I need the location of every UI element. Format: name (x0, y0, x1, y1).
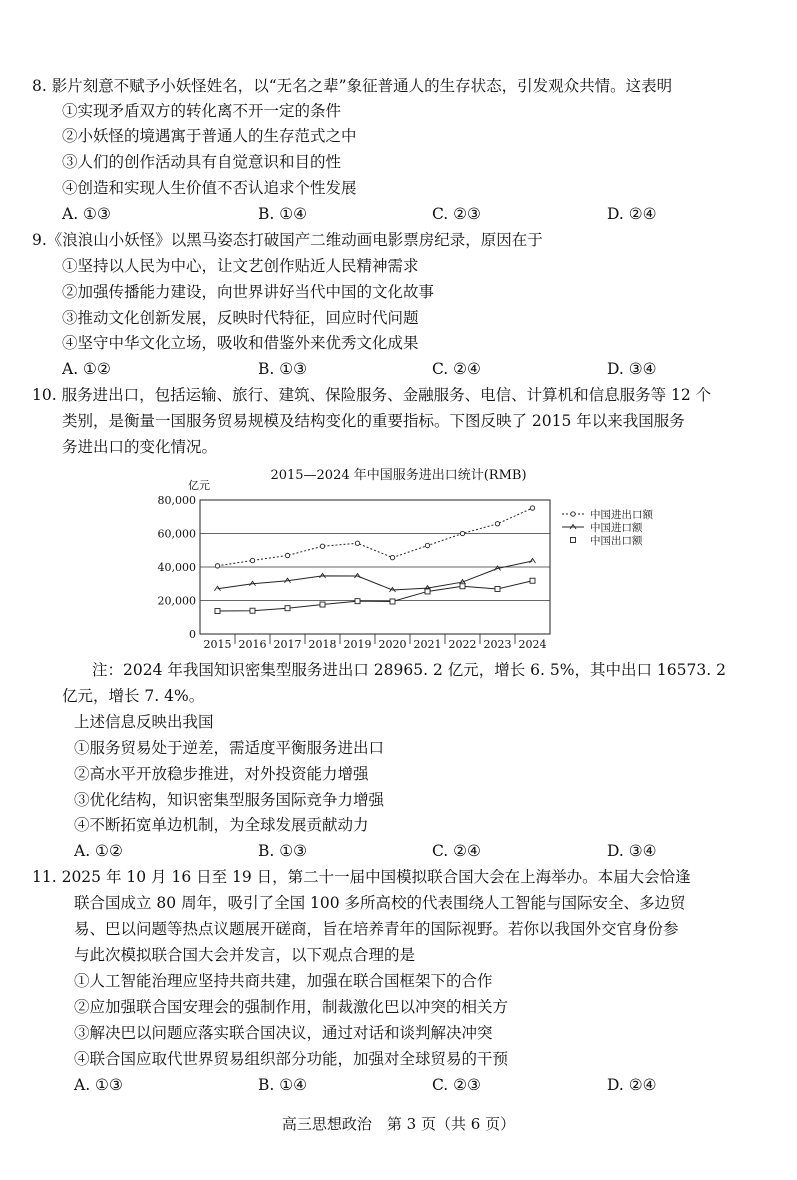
series-1-point (530, 506, 534, 510)
q10-item-3: ③优化结构，知识密集型服务国际竞争力增强 (74, 791, 385, 809)
q10-lead: 上述信息反映出我国 (74, 713, 214, 731)
q11-item-2: ②应加强联合国安理会的强制作用，制裁激化巴以冲突的相关方 (74, 998, 509, 1016)
q11-item-4: ④联合国应取代世界贸易组织部分功能，加强对全球贸易的干预 (74, 1050, 509, 1068)
x-tick-label: 2020 (378, 638, 407, 651)
series-1-point (285, 553, 289, 557)
q10-stem-line-1: 10. 服务进出口，包括运输、旅行、建筑、保险服务、金融服务、电信、计算机和信息服务等 12 个 (32, 386, 712, 404)
series-1-point (250, 558, 254, 562)
legend-marker-1 (571, 512, 575, 516)
legend-label-3: 中国出口额 (590, 535, 643, 547)
series-3-point (285, 606, 290, 611)
y-tick-label: 60,000 (157, 527, 196, 541)
series-3-point (495, 586, 500, 591)
q11-item-1: ①人工智能治理应坚持共商共建，加强在联合国框架下的合作 (74, 972, 493, 990)
q8-stem: 8. 影片刻意不赋予小妖怪姓名，以“无名之辈”象征普通人的生存状态，引发观众共情。这表明 (32, 77, 673, 95)
q11-stem-line-4: 与此次模拟联合国大会并发言，以下观点合理的是 (74, 946, 416, 964)
q9-option-a: A. ①② (62, 360, 111, 378)
series-1-point (320, 544, 324, 548)
series-1-point (215, 564, 219, 568)
q10-option-c: C. ②④ (432, 842, 481, 860)
series-1-point (355, 541, 359, 545)
legend-marker-3 (571, 538, 576, 543)
q11-option-c: C. ②③ (432, 1076, 481, 1094)
q10-stem-line-3: 务进出口的变化情况。 (62, 438, 218, 456)
q9-item-1: ①坚持以人民为中心，让文艺创作贴近人民精神需求 (62, 257, 419, 275)
x-tick-label: 2022 (448, 638, 477, 651)
q8-item-4: ④创造和实现人生价值不否认追求个性发展 (62, 179, 357, 197)
q11-stem-line-3: 易、巴以问题等热点议题展开磋商，旨在培养青年的国际视野。若你以我国外交官身份参 (74, 920, 679, 938)
y-tick-label: 40,000 (157, 561, 196, 574)
q10-stem-line-2: 类别，是衡量一国服务贸易规模及结构变化的重要指标。下图反映了 2015 年以来我国服务 (62, 412, 685, 430)
series-3-point (215, 609, 220, 614)
x-tick-label: 2023 (483, 638, 512, 651)
q11-option-b: B. ①④ (258, 1076, 308, 1094)
legend-label-1: 中国进出口额 (590, 509, 653, 521)
q11-item-3: ③解决巴以问题应落实联合国决议，通过对话和谈判解决冲突 (74, 1024, 493, 1042)
y-tick-label: 0 (189, 628, 196, 641)
y-axis-label: 亿元 (188, 479, 210, 492)
q9-item-3: ③推动文化创新发展，反映时代特征，回应时代问题 (62, 309, 419, 327)
series-3-point (425, 589, 430, 594)
series-3-point (355, 599, 360, 604)
q9-option-c: C. ②④ (432, 360, 481, 378)
legend-label-2: 中国进口额 (590, 522, 643, 534)
q10-option-d: D. ③④ (607, 842, 657, 860)
series-3-point (460, 584, 465, 589)
series-line-1 (218, 508, 533, 566)
series-1-point (425, 543, 429, 547)
series-1-point (460, 531, 464, 535)
q10-item-4: ④不断拓宽单边机制，为全球发展贡献动力 (74, 816, 369, 834)
q10-option-b: B. ①③ (258, 842, 308, 860)
q10-option-a: A. ①② (74, 842, 123, 860)
x-tick-label: 2018 (308, 638, 337, 651)
y-tick-label: 80,000 (157, 494, 196, 507)
q10-note-line-1: 注：2024 年我国知识密集型服务进出口 28965. 2 亿元，增长 6. 5%，其中出口 16573. 2 (92, 661, 726, 679)
chart-title: 2015—2024 年中国服务进出口统计(RMB) (270, 468, 527, 483)
series-3-point (390, 599, 395, 604)
x-tick-label: 2017 (273, 638, 302, 651)
series-1-point (495, 522, 499, 526)
q9-option-b: B. ①③ (258, 360, 308, 378)
page-footer: 高三思想政治 第 3 页（共 6 页） (281, 1115, 516, 1133)
q9-stem: 9.《浪浪山小妖怪》以黑马姿态打破国产二维动画电影票房纪录，原因在于 (32, 231, 543, 249)
q10-item-2: ②高水平开放稳步推进，对外投资能力增强 (74, 765, 369, 783)
q8-option-a: A. ①③ (62, 205, 111, 223)
service-trade-chart (150, 476, 690, 656)
q9-option-d: D. ③④ (607, 360, 657, 378)
y-tick-label: 20,000 (157, 594, 196, 608)
q8-item-3: ③人们的创作活动具有自觉意识和目的性 (62, 153, 342, 171)
q11-stem-line-1: 11. 2025 年 10 月 16 日至 19 日，第二十一届中国模拟联合国大会在上海举办。本届大会恰逢 (32, 868, 691, 886)
q8-item-2: ②小妖怪的境遇寓于普通人的生存范式之中 (62, 127, 357, 145)
x-tick-label: 2015 (203, 638, 232, 651)
q8-item-1: ①实现矛盾双方的转化离不开一定的条件 (62, 102, 342, 120)
series-3-point (320, 602, 325, 607)
q8-option-b: B. ①④ (258, 205, 308, 223)
q10-item-1: ①服务贸易处于逆差，需适度平衡服务进出口 (74, 739, 385, 757)
x-tick-label: 2016 (238, 638, 267, 651)
q11-option-a: A. ①③ (74, 1076, 123, 1094)
series-line-2 (218, 561, 533, 590)
series-3-point (530, 578, 535, 583)
q11-option-d: D. ②④ (607, 1076, 657, 1094)
q9-item-2: ②加强传播能力建设，向世界讲好当代中国的文化故事 (62, 283, 435, 301)
series-2-point (530, 558, 536, 563)
x-tick-label: 2024 (518, 638, 547, 651)
q8-option-d: D. ②④ (607, 205, 657, 223)
x-tick-label: 2019 (343, 638, 372, 651)
series-3-point (250, 608, 255, 613)
q8-option-c: C. ②③ (432, 205, 481, 223)
series-1-point (390, 555, 394, 559)
q11-stem-line-2: 联合国成立 80 周年，吸引了全国 100 多所高校的代表围绕人工智能与国际安全、多边贸 (74, 894, 686, 912)
x-tick-label: 2021 (413, 638, 442, 651)
q10-note-line-2: 亿元，增长 7. 4%。 (62, 687, 205, 705)
series-line-3 (218, 581, 533, 611)
q9-item-4: ④坚守中华文化立场，吸收和借鉴外来优秀文化成果 (62, 334, 419, 352)
